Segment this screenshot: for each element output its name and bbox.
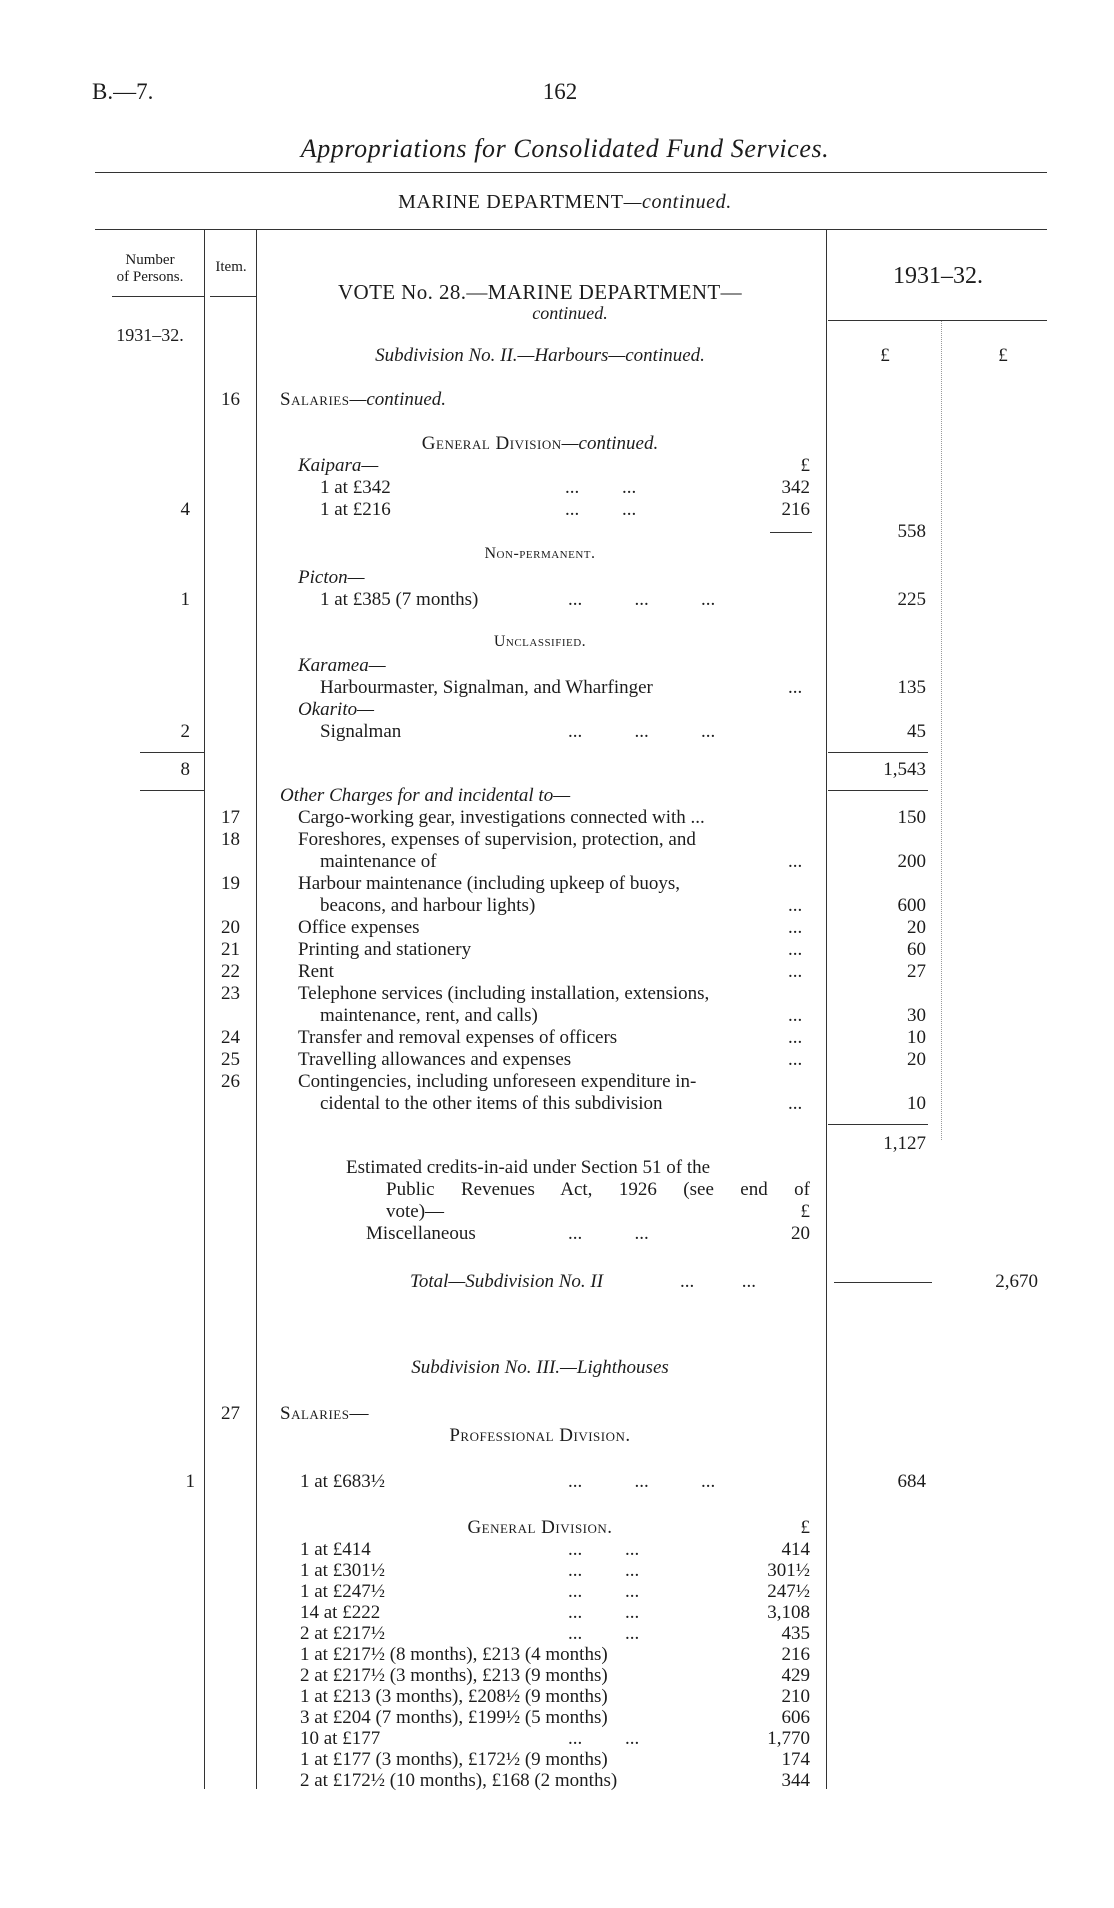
kaipara-value-1: 342 <box>781 477 810 498</box>
item-number: 25 <box>221 1049 240 1070</box>
salary-value: 3,108 <box>767 1602 810 1623</box>
picton-line: 1 at £385 (7 months) <box>320 589 479 610</box>
persons-header-line1: Number <box>125 252 175 268</box>
salary-line: 1 at £247½ <box>300 1581 385 1602</box>
item-number: 21 <box>221 939 240 960</box>
picton-persons: 1 <box>180 589 190 610</box>
picton-heading: Picton— <box>298 567 365 588</box>
page-ref: B.—7. <box>92 79 154 104</box>
item-number: 17 <box>221 807 240 828</box>
page-title: Appropriations for Consolidated Fund Services. <box>300 134 830 163</box>
item-description-cont: beacons, and harbour lights) <box>320 895 536 916</box>
salary-value: 429 <box>781 1665 810 1686</box>
dots: ... <box>788 961 803 982</box>
kaipara-sum-rule <box>770 532 812 533</box>
dots: ... <box>788 917 803 938</box>
credits-line-3: vote)— <box>386 1201 445 1222</box>
sub3-heading: Subdivision No. III.—Lighthouses <box>411 1357 669 1378</box>
item-value: 10 <box>907 1093 926 1114</box>
salaries-total: 1,543 <box>883 759 926 780</box>
credits-line-1: Estimated credits-in-aid under Section 51 of the <box>346 1157 711 1178</box>
salary-line: 1 at £213 (3 months), £208½ (9 months) <box>300 1686 608 1707</box>
year-left-label: 1931–32. <box>116 325 184 345</box>
kaipara-line-1: 1 at £342 <box>320 477 391 498</box>
dots: ... <box>788 895 803 916</box>
salary-line: 2 at £217½ <box>300 1623 385 1644</box>
item-description: Travelling allowances and expenses <box>298 1049 572 1070</box>
non-permanent-heading: Non-permanent. <box>484 545 596 562</box>
salary-line: 2 at £172½ (10 months), £168 (2 months) <box>300 1770 618 1791</box>
dots: ... ... <box>568 1539 640 1560</box>
item-number: 23 <box>221 983 240 1004</box>
item-header: Item. <box>215 259 247 275</box>
professional-value: 684 <box>897 1471 926 1492</box>
credits-line-2: Public Revenues Act, 1926 (see end of <box>386 1179 810 1200</box>
department-heading <box>200 192 930 212</box>
item-number: 19 <box>221 873 240 894</box>
salary-value: 210 <box>781 1686 810 1707</box>
item-value: 10 <box>907 1027 926 1048</box>
dots: ... ... ... <box>568 1471 716 1492</box>
kaipara-total: 558 <box>897 521 926 542</box>
dots: ... <box>788 1027 803 1048</box>
okarito-persons: 2 <box>180 721 190 742</box>
sub2-salaries-label: Salaries <box>280 389 350 410</box>
page-number: 162 <box>542 79 578 104</box>
karamea-heading: Karamea— <box>298 655 386 676</box>
dots: ... <box>788 1005 803 1026</box>
professional-line: 1 at £683½ <box>300 1471 385 1492</box>
dots: ... ... <box>568 1602 640 1623</box>
kaipara-value-2: 216 <box>781 499 810 520</box>
salary-line: 1 at £217½ (8 months), £213 (4 months) <box>300 1644 608 1665</box>
kaipara-persons: 4 <box>180 499 190 520</box>
dots: ... <box>788 1093 803 1114</box>
misc-line: Miscellaneous <box>366 1223 476 1244</box>
dots: ... <box>788 677 803 698</box>
item-description-cont: cidental to the other items of this subdivision <box>320 1093 663 1114</box>
item-number: 26 <box>221 1071 240 1092</box>
professional-division-heading: Professional Division. <box>449 1425 631 1446</box>
professional-persons: 1 <box>185 1471 195 1492</box>
credits-pound-sign: £ <box>800 1201 810 1222</box>
col-rule-pounds <box>941 320 942 1140</box>
other-charges-heading: Other Charges for and incidental to— <box>280 785 571 806</box>
item-header-rule <box>210 296 256 297</box>
dots: ... ... ... <box>568 721 716 742</box>
okarito-heading: Okarito— <box>298 699 374 720</box>
sub3-general-heading: General Division. <box>467 1517 613 1538</box>
dots: ... <box>788 851 803 872</box>
department-continued: —continued. <box>623 191 732 213</box>
salary-line: 14 at £222 <box>300 1602 381 1623</box>
salary-line: 1 at £414 <box>300 1539 371 1560</box>
dots: ... ... <box>568 1623 640 1644</box>
item-value: 27 <box>907 961 926 982</box>
picton-total: 225 <box>897 589 926 610</box>
dots: ... ... ... <box>568 589 716 610</box>
salary-value: 435 <box>781 1623 810 1644</box>
item-description: Contingencies, including unforeseen expenditure in- <box>298 1071 697 1092</box>
sub2-total-value: 2,670 <box>995 1271 1038 1292</box>
sub2-general-label: General Division <box>421 433 562 454</box>
kaipara-line-2: 1 at £216 <box>320 499 391 520</box>
item-number: 18 <box>221 829 240 850</box>
sub3-salaries-heading: Salaries— <box>280 1403 369 1424</box>
item-value: 200 <box>897 851 926 872</box>
salary-value: 216 <box>781 1644 810 1665</box>
salary-line: 3 at £204 (7 months), £199½ (5 months) <box>300 1707 608 1728</box>
dots: ... ... <box>568 1560 640 1581</box>
heading-rule <box>95 229 1047 230</box>
other-charges-total: 1,127 <box>883 1133 926 1154</box>
persons-header <box>95 252 205 286</box>
sub2-total-label: Total—Subdivision No. II <box>410 1271 604 1292</box>
item-value: 20 <box>907 917 926 938</box>
item-description: Harbour maintenance (including upkeep of buoys, <box>298 873 680 894</box>
item-value: 150 <box>897 807 926 828</box>
persons-sum-rule <box>140 752 204 753</box>
salary-value: 1,770 <box>767 1728 810 1749</box>
item-value: 600 <box>897 895 926 916</box>
salary-value: 174 <box>781 1749 810 1770</box>
salary-value: 344 <box>781 1770 810 1791</box>
sub2-salaries-continued: —continued. <box>349 389 447 410</box>
persons-total: 8 <box>180 759 190 780</box>
salary-value: 606 <box>781 1707 810 1728</box>
pound-header-1: £ <box>880 345 890 366</box>
dots: ... <box>788 939 803 960</box>
other-sum-rule <box>828 1124 928 1125</box>
salary-line: 1 at £177 (3 months), £172½ (9 months) <box>300 1749 608 1770</box>
kaipara-pound-sign: £ <box>800 455 810 476</box>
item-description-cont: maintenance of <box>320 851 437 872</box>
item-value: 20 <box>907 1049 926 1070</box>
item-description: Cargo-working gear, investigations connected with ... <box>298 807 705 828</box>
dots: ... ... <box>568 1728 640 1749</box>
okarito-line: Signalman <box>320 721 402 742</box>
karamea-line: Harbourmaster, Signalman, and Wharfinger <box>320 677 653 698</box>
item-description: Foreshores, expenses of supervision, protection, and <box>298 829 696 850</box>
salary-value: 247½ <box>767 1581 810 1602</box>
dots: ... ... <box>568 1223 649 1244</box>
persons-header-line2: of Persons. <box>116 269 184 285</box>
item-number: 22 <box>221 961 240 982</box>
vote-title: VOTE No. 28.—MARINE DEPARTMENT— <box>337 280 743 304</box>
dots: ... ... <box>568 1581 640 1602</box>
item-description: Rent <box>298 961 334 982</box>
sub2-heading: Subdivision No. II.—Harbours—continued. <box>375 345 705 366</box>
kaipara-heading: Kaipara— <box>298 455 379 476</box>
salaries-sum-rule <box>828 752 928 753</box>
karamea-total: 135 <box>897 677 926 698</box>
item-number: 24 <box>221 1027 240 1048</box>
sub2-general-continued: —continued. <box>561 433 659 454</box>
salary-line: 2 at £217½ (3 months), £213 (9 months) <box>300 1665 608 1686</box>
item-description: Transfer and removal expenses of officers <box>298 1027 618 1048</box>
salary-line: 10 at £177 <box>300 1728 381 1749</box>
year-column-header: 1931–32. <box>893 263 983 289</box>
persons-header-rule <box>112 296 204 297</box>
item-description: Printing and stationery <box>298 939 472 960</box>
vote-continued: continued. <box>532 303 608 323</box>
sub2-general-heading <box>300 434 780 453</box>
col-rule-item <box>256 229 257 1789</box>
sub3-general-pound-sign: £ <box>800 1517 810 1538</box>
item-description: Telephone services (including installation, extensions, <box>298 983 710 1004</box>
unclassified-heading: Unclassified. <box>493 633 587 650</box>
misc-value: 20 <box>791 1223 810 1244</box>
sub2-salaries-heading <box>280 390 446 409</box>
okarito-total: 45 <box>907 721 926 742</box>
dots: ... ... <box>565 477 637 498</box>
salary-line: 1 at £301½ <box>300 1560 385 1581</box>
item-value: 30 <box>907 1005 926 1026</box>
title-rule <box>95 172 1047 173</box>
col-rule-persons <box>204 229 205 1789</box>
persons-total-rule <box>140 790 204 791</box>
dots: ... <box>788 1049 803 1070</box>
item-value: 60 <box>907 939 926 960</box>
department-name: MARINE DEPARTMENT <box>398 191 624 213</box>
year-header-rule <box>828 320 1047 321</box>
dots: ... ... <box>680 1271 756 1292</box>
item-description: Office expenses <box>298 917 420 938</box>
item-27: 27 <box>221 1403 240 1424</box>
salaries-total-rule <box>828 790 928 791</box>
item-16: 16 <box>221 389 240 410</box>
salary-value: 414 <box>781 1539 810 1560</box>
item-number: 20 <box>221 917 240 938</box>
col-rule-desc <box>826 229 827 1789</box>
salary-value: 301½ <box>767 1560 810 1581</box>
pound-header-2: £ <box>998 345 1008 366</box>
sub2-total-dash <box>834 1282 932 1283</box>
dots: ... ... <box>565 499 637 520</box>
item-description-cont: maintenance, rent, and calls) <box>320 1005 538 1026</box>
